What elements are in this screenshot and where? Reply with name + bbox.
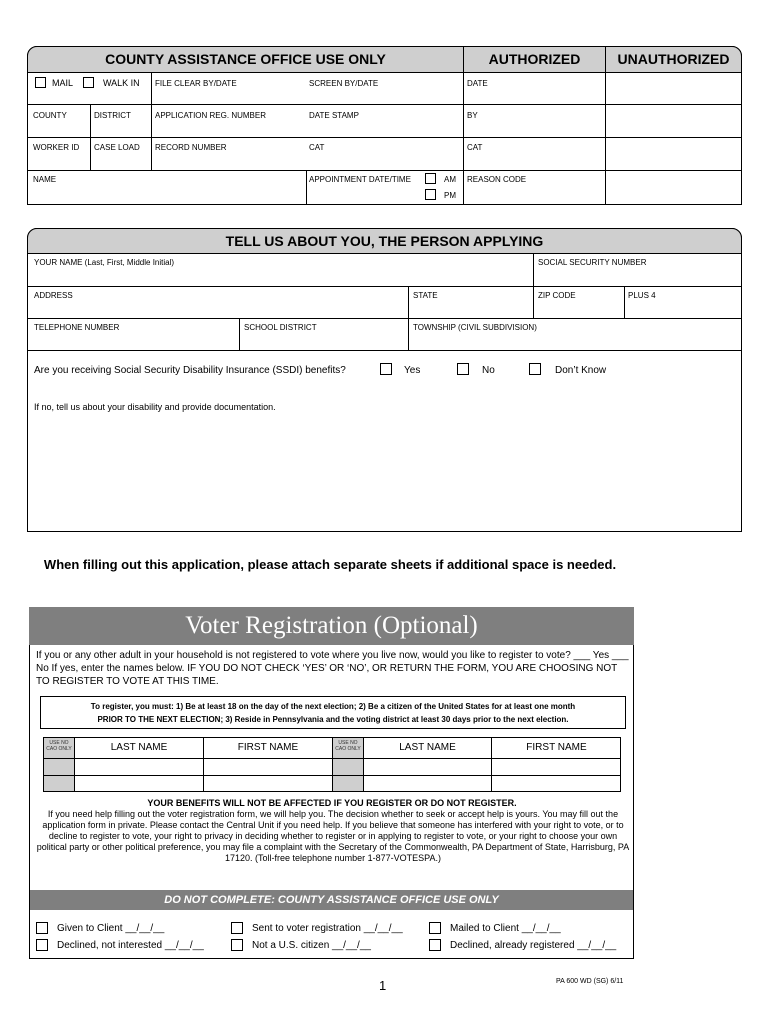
voter-requirements-line-2: PRIOR TO THE NEXT ELECTION; 3) Reside in Pennsylvania and the voting district at least 30 days prior to the next election. [97, 715, 569, 724]
disability-prompt: If no, tell us about your disability and provide documentation. [34, 402, 276, 412]
not-citizen-label: Not a U.S. citizen __/__/__ [252, 940, 371, 951]
last-name-input-1[interactable] [75, 759, 203, 775]
disability-textarea[interactable] [34, 418, 734, 526]
given-to-client-label: Given to Client __/__/__ [57, 923, 165, 934]
do-not-complete-bar [30, 890, 633, 910]
declined-not-interested-label: Declined, not interested __/__/__ [57, 940, 204, 951]
cao-use-tag-left: USE NO CAO ONLY [46, 740, 72, 752]
cat-field-authorized[interactable]: CAT [467, 143, 483, 152]
benefits-title: YOUR BENEFITS WILL NOT BE AFFECTED IF YOU REGISTER OR DO NOT REGISTER. [147, 798, 517, 808]
given-to-client-checkbox[interactable] [36, 922, 48, 934]
appointment-datetime-field[interactable]: APPOINTMENT DATE/TIME [309, 175, 411, 184]
voter-requirements-line-1: To register, you must: 1) Be at least 18 on the day of the next election; 2) Be a citizen of the United States for at least one month [90, 702, 576, 711]
walk-in-label: WALK IN [103, 78, 140, 88]
sent-to-registration-checkbox[interactable] [231, 922, 243, 934]
benefits-body: If you need help filling out the voter registration form, we will help you. The decision whether to seek or accept help is yours. You may fill out the application form in private. Please contact the Central Unit if you need help. If you believe that someone has interfered with your right to vote, or to decline to register to vote, your right to privacy in deciding whether to register or in applying to register to vote, or your right to choose your own political party or other political preference, you may file a complaint with the Secretary of the Commonwealth, PA Department of State, Harrisburg, PA 17120. (Toll-free telephone number 1-877-VOTESPA.) [36, 809, 630, 863]
unauthorized-heading: UNAUTHORIZED [617, 51, 730, 67]
date-field[interactable]: DATE [467, 79, 488, 88]
last-name-input-2[interactable] [75, 776, 203, 792]
record-number-field[interactable]: RECORD NUMBER [155, 143, 227, 152]
date-stamp-field[interactable]: DATE STAMP [309, 111, 359, 120]
address-field[interactable]: ADDRESS [34, 291, 73, 300]
zip-code-field[interactable]: ZIP CODE [538, 291, 576, 300]
last-name-input-3[interactable] [364, 759, 491, 775]
township-field[interactable]: TOWNSHIP (CIVIL SUBDIVISION) [413, 323, 537, 332]
district-field[interactable]: DISTRICT [94, 111, 131, 120]
mailed-to-client-checkbox[interactable] [429, 922, 441, 934]
attach-sheets-note: When filling out this application, please attach separate sheets if additional space is needed. [43, 557, 617, 572]
pm-checkbox[interactable] [425, 189, 436, 200]
ssdi-no-checkbox[interactable] [457, 363, 469, 375]
ssdi-yes-checkbox[interactable] [380, 363, 392, 375]
declined-not-interested-checkbox[interactable] [36, 939, 48, 951]
worker-id-field[interactable]: WORKER ID [33, 143, 80, 152]
do-not-complete-text: DO NOT COMPLETE: COUNTY ASSISTANCE OFFICE USE ONLY [164, 894, 499, 906]
authorized-heading: AUTHORIZED [488, 51, 581, 67]
first-name-input-1[interactable] [204, 759, 332, 775]
by-field[interactable]: BY [467, 111, 478, 120]
name-field[interactable]: NAME [33, 175, 57, 184]
first-name-input-4[interactable] [492, 776, 621, 792]
county-office-title: COUNTY ASSISTANCE OFFICE USE ONLY [105, 51, 386, 67]
case-load-field[interactable]: CASE LOAD [94, 143, 140, 152]
form-id: PA 600 WD (SG) 6/11 [556, 978, 624, 985]
ssdi-dont-know-label: Don’t Know [555, 365, 607, 376]
state-field[interactable]: STATE [413, 291, 438, 300]
first-name-header-right: FIRST NAME [526, 742, 587, 753]
mailed-to-client-label: Mailed to Client __/__/__ [450, 923, 561, 934]
voter-intro-text: If you or any other adult in your household is not registered to vote where you live now, would you like to register to vote? ___ Yes ___ No If yes, enter the names below. IF YOU DO NOT CHECK ‘YES’ OR ‘NO’, OR RETURN THE FORM, YOU ARE CHOOSING NOT TO REGISTER TO VOTE AT THIS TIME. [36, 650, 629, 687]
school-district-field[interactable]: SCHOOL DISTRICT [244, 323, 317, 332]
ssn-field[interactable]: SOCIAL SECURITY NUMBER [538, 258, 647, 267]
am-label: AM [444, 175, 456, 184]
first-name-header-left: FIRST NAME [237, 742, 299, 753]
your-name-field[interactable]: YOUR NAME (Last, First, Middle Initial) [34, 258, 175, 267]
ssdi-question: Are you receiving Social Security Disability Insurance (SSDI) benefits? [34, 365, 346, 376]
file-clear-field[interactable]: FILE CLEAR BY/DATE [155, 79, 237, 88]
plus4-field[interactable]: PLUS 4 [628, 291, 656, 300]
already-registered-label: Declined, already registered __/__/__ [450, 940, 617, 951]
cat-field[interactable]: CAT [309, 143, 325, 152]
ssdi-yes-label: Yes [404, 365, 421, 376]
first-name-input-2[interactable] [204, 776, 332, 792]
applicant-title: TELL US ABOUT YOU, THE PERSON APPLYING [225, 233, 544, 249]
county-field[interactable]: COUNTY [33, 111, 67, 120]
ssdi-no-label: No [482, 365, 495, 376]
not-citizen-checkbox[interactable] [231, 939, 243, 951]
mail-label: MAIL [52, 78, 74, 88]
last-name-header-left: LAST NAME [110, 742, 168, 753]
ssdi-dont-know-checkbox[interactable] [529, 363, 541, 375]
cao-use-tag-right: USE NO CAO ONLY [335, 740, 361, 752]
last-name-header-right: LAST NAME [399, 742, 456, 753]
voter-registration-header [29, 607, 634, 645]
am-checkbox[interactable] [425, 173, 436, 184]
pm-label: PM [444, 191, 456, 200]
page-number: 1 [379, 978, 387, 993]
first-name-input-3[interactable] [492, 759, 621, 775]
voter-requirements-box [40, 696, 626, 729]
sent-to-registration-label: Sent to voter registration __/__/__ [252, 923, 403, 934]
telephone-field[interactable]: TELEPHONE NUMBER [34, 323, 120, 332]
application-reg-number-field[interactable]: APPLICATION REG. NUMBER [155, 111, 266, 120]
reason-code-field[interactable]: REASON CODE [467, 175, 527, 184]
mail-checkbox[interactable] [35, 77, 46, 88]
screen-by-field[interactable]: SCREEN BY/DATE [309, 79, 379, 88]
walk-in-checkbox[interactable] [83, 77, 94, 88]
last-name-input-4[interactable] [364, 776, 491, 792]
voter-registration-title: Voter Registration (Optional) [185, 612, 478, 639]
already-registered-checkbox[interactable] [429, 939, 441, 951]
